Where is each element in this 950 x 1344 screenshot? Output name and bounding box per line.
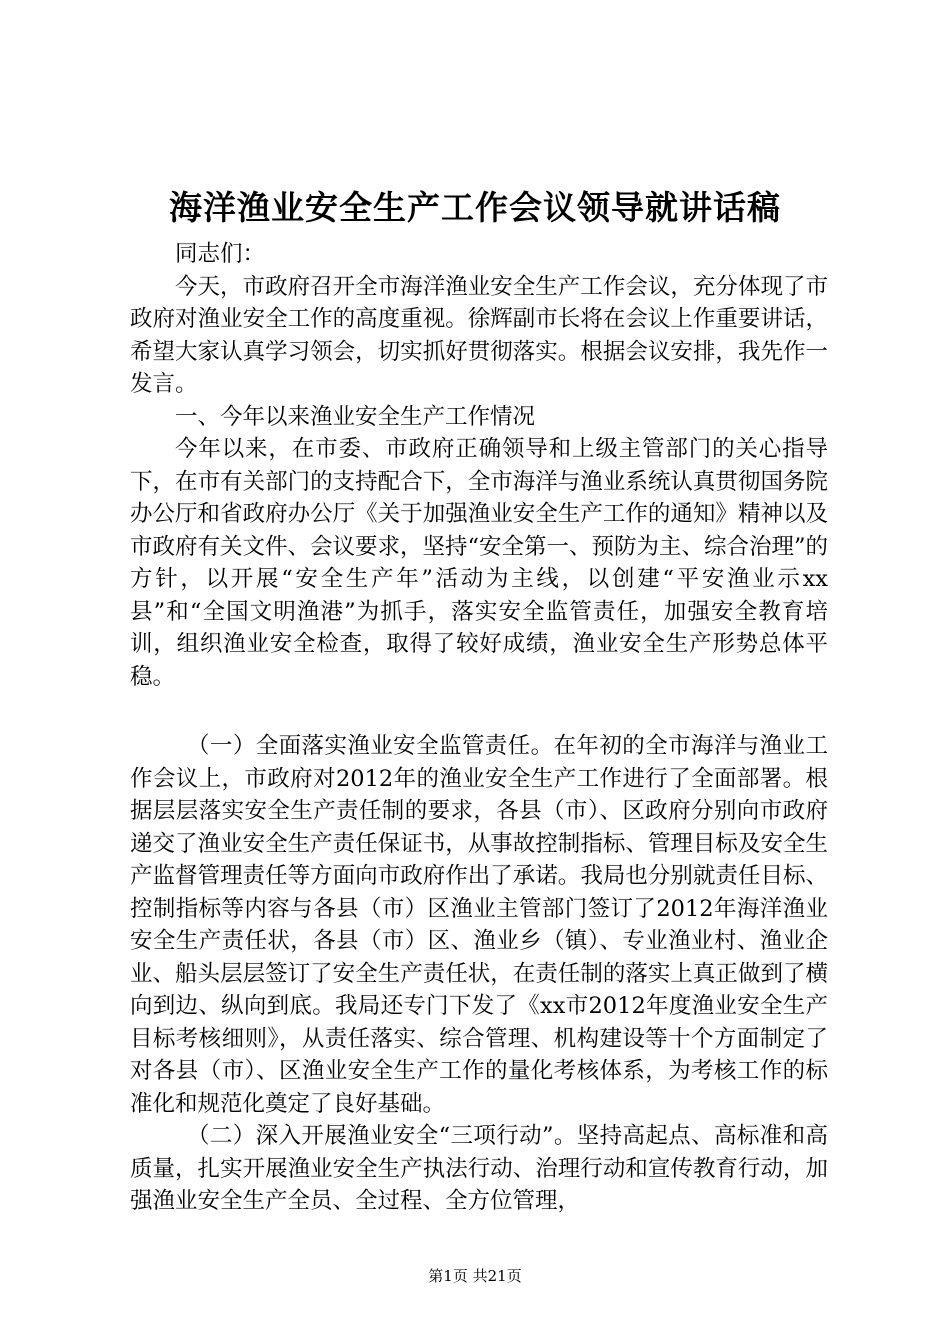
document-title: 海洋渔业安全生产工作会议领导就讲话稿	[169, 188, 781, 227]
document-body	[130, 238, 828, 1218]
paragraph-spacer	[130, 693, 828, 730]
salutation: 同志们：	[175, 241, 266, 267]
page-footer: 第1页 共21页	[428, 1267, 522, 1285]
paragraph-subsection-1: （一）全面落实渔业安全监管责任。在年初的全市海洋与渔业工作会议上，市政府对2012年的渔业安全生产工作进行了全面部署。根据层层落实安全生产责任制的要求，各县（市）、区政府分别向市政府递交了渔业安全生产责任保证书，从事故控制指标、管理目标及安全生产监督管理责任等方面向市政府作出了承诺。我局也分别就责任目标、控制指标等内容与各县（市）区渔业主管部门签订了2012年海洋渔业安全生产责任状，各县（市）区、渔业乡（镇）、专业渔业村、渔业企业、船头层层签订了安全生产责任状，在责任制的落实上真正做到了横向到边、纵向到底。我局还专门下发了《xx市2012年度渔业安全生产目标考核细则》，从责任落实、综合管理、机构建设等十个方面制定了对各县（市）、区渔业安全生产工作的量化考核体系，为考核工作的标准化和规范化奠定了良好基础。	[130, 733, 828, 1117]
section-heading: 一、今年以来渔业安全生产工作情况	[175, 403, 536, 430]
paragraph-opening: 今天，市政府召开全市海洋渔业安全生产工作会议，充分体现了市政府对渔业安全工作的高度重视。徐辉副市长将在会议上作重要讲话，希望大家认真学习领会，切实抓好贯彻落实。根据会议安排，我先作一发言。	[130, 273, 828, 397]
paragraph-subsection-2: （二）深入开展渔业安全“三项行动”。坚持高起点、高标准和高质量，扎实开展渔业安全生产执法行动、治理行动和宣传教育行动，加强渔业安全生产全员、全过程、全方位管理，	[130, 1123, 828, 1214]
paragraph-overview: 今年以来，在市委、市政府正确领导和上级主管部门的关心指导下，在市有关部门的支持配合下，全市海洋与渔业系统认真贯彻国务院办公厅和省政府办公厅《关于加强渔业安全生产工作的通知》精神以及市政府有关文件、会议要求，坚持“安全第一、预防为主、综合治理”的方针，以开展“安全生产年”活动为主线，以创建“平安渔业示xx县”和“全国文明渔港”为抓手，落实安全监管责任，加强安全教育培训，组织渔业安全检查，取得了较好成绩，渔业安全生产形势总体平稳。	[130, 436, 829, 690]
